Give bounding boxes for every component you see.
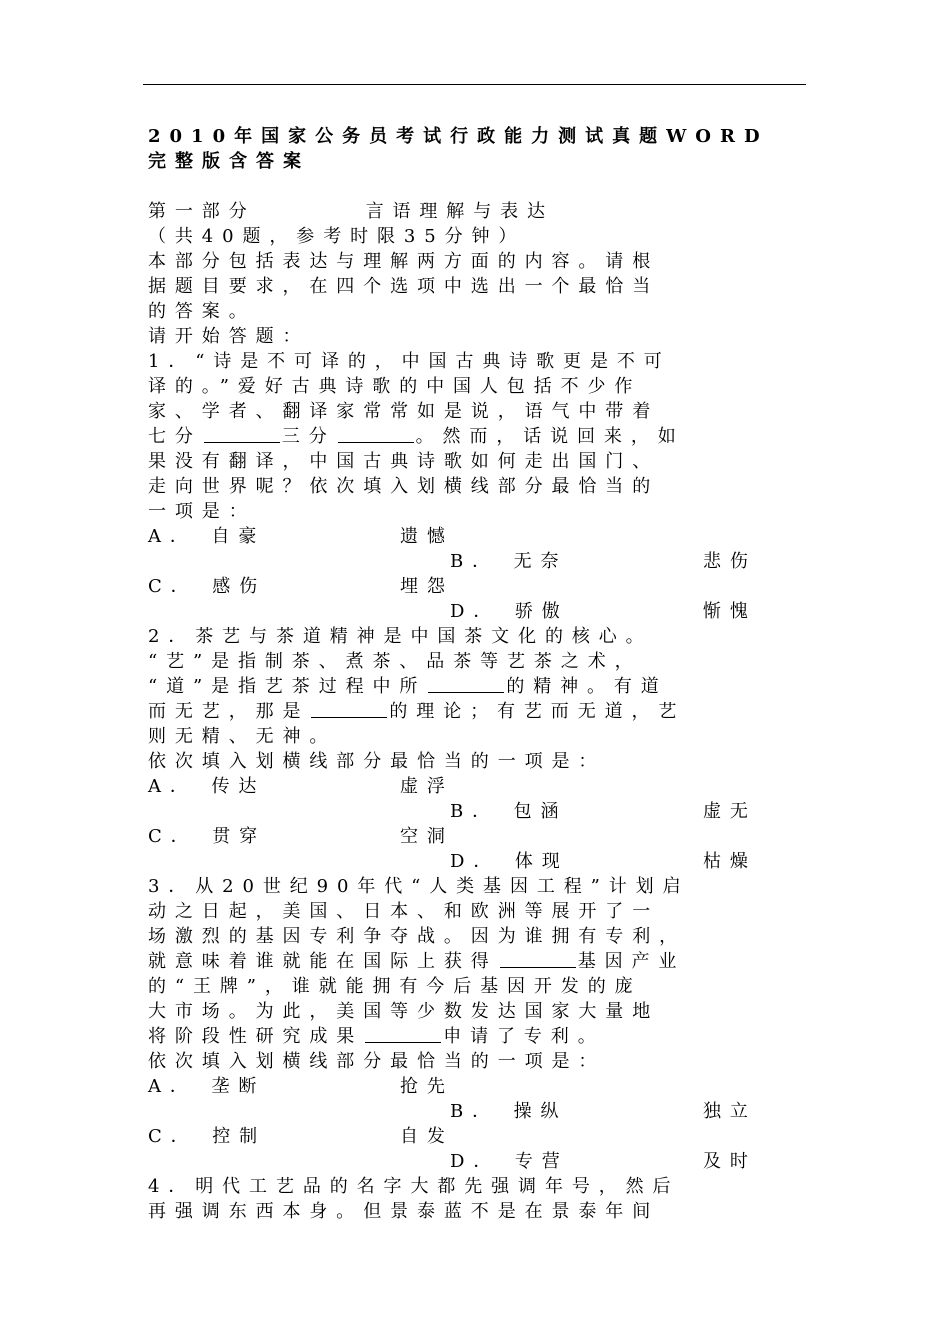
- q2-text: 的精神。有道: [506, 676, 668, 697]
- q3-option-d: [450, 1149, 569, 1174]
- q1-text: 七分: [148, 426, 202, 447]
- option-word: 自豪: [211, 526, 266, 547]
- option-label: A．: [148, 526, 197, 547]
- section-heading: [148, 199, 793, 224]
- section-intro: 据题目要求，在四个选项中选出一个最恰当: [148, 276, 660, 297]
- section-meta: （共40题，参考时限35分钟）: [148, 226, 526, 247]
- option-label: B．: [450, 1101, 500, 1122]
- option-word: 包涵: [513, 801, 568, 822]
- q1-option-b: [450, 549, 567, 574]
- option-label: D．: [450, 1151, 501, 1172]
- q1-option-c: [148, 574, 266, 599]
- q1-text: 1．“诗是不可译的，中国古典诗歌更是不可: [148, 351, 671, 372]
- answer-blank: [500, 950, 576, 968]
- option-word: 及时: [703, 1151, 757, 1172]
- q2-option-d: [450, 849, 569, 874]
- answer-blank: [338, 425, 414, 443]
- option-word: 骄傲: [514, 601, 569, 622]
- q3-text: 将阶段性研究成果: [148, 1026, 364, 1047]
- section-name: 第一部分: [148, 201, 256, 222]
- document-title: 2010年国家公务员考试行政能力测试真题WORD: [148, 126, 769, 147]
- q1-text: 果没有翻译，中国古典诗歌如何走出国门、: [148, 451, 660, 472]
- q3-text: 申请了专利。: [443, 1026, 605, 1047]
- q1-text: 家、学者、翻译家常常如是说，语气中带着: [148, 401, 660, 422]
- q3-text: 动之日起，美国、日本、和欧洲等展开了一: [148, 901, 660, 922]
- q2-option-b: [450, 799, 567, 824]
- option-label: C．: [148, 576, 198, 597]
- option-word: 虚无: [703, 801, 757, 822]
- option-word: 自发: [400, 1126, 454, 1147]
- option-word: 无奈: [513, 551, 568, 572]
- option-label: A．: [148, 776, 197, 797]
- document-title-cont: 完整版含答案: [148, 151, 310, 172]
- q3-blank-line: [148, 1024, 793, 1049]
- q1-option-a: [148, 524, 265, 549]
- option-word: 专营: [514, 1151, 569, 1172]
- q1-text: 。然而，话说回来，如: [415, 426, 685, 447]
- option-word: 垄断: [211, 1076, 266, 1097]
- q2-blank-line: [148, 699, 793, 724]
- q1-blank-line: [148, 424, 793, 449]
- q3-text: 就意味着谁就能在国际上获得: [148, 951, 498, 972]
- option-word: 惭愧: [703, 601, 757, 622]
- start-prompt: 请开始答题：: [148, 326, 310, 347]
- option-word: 埋怨: [400, 576, 454, 597]
- option-label: D．: [450, 601, 501, 622]
- option-label: A．: [148, 1076, 197, 1097]
- option-label: D．: [450, 851, 501, 872]
- option-word: 感伤: [212, 576, 267, 597]
- section-intro: 本部分包括表达与理解两方面的内容。请根: [148, 251, 660, 272]
- q2-text: 则无精、无神。: [148, 726, 337, 747]
- option-word: 操纵: [513, 1101, 568, 1122]
- q2-text: “艺”是指制茶、煮茶、品茶等艺茶之术，: [148, 651, 642, 672]
- option-word: 空洞: [400, 826, 454, 847]
- option-word: 虚浮: [400, 776, 454, 797]
- option-word: 体现: [514, 851, 569, 872]
- option-word: 控制: [212, 1126, 267, 1147]
- q3-text: 的“王牌”，谁就能拥有今后基因开发的庞: [148, 976, 642, 997]
- q3-option-b: [450, 1099, 567, 1124]
- q2-text: “道”是指艺茶过程中所: [148, 676, 427, 697]
- answer-blank: [365, 1025, 441, 1043]
- q1-text: 译的。”爱好古典诗歌的中国人包括不少作: [148, 376, 642, 397]
- answer-blank: [428, 675, 504, 693]
- q3-option-a: [148, 1074, 265, 1099]
- q1-text: 一项是：: [148, 501, 256, 522]
- section-intro: 的答案。: [148, 301, 256, 322]
- q1-text: 三分: [281, 426, 336, 447]
- q2-option-a: [148, 774, 265, 799]
- option-label: B．: [450, 551, 500, 572]
- q2-prompt: 依次填入划横线部分最恰当的一项是：: [148, 751, 606, 772]
- option-word: 抢先: [400, 1076, 454, 1097]
- option-word: 贯穿: [212, 826, 267, 847]
- option-word: 传达: [211, 776, 266, 797]
- option-word: 遗憾: [400, 526, 454, 547]
- q3-text: 3．从20世纪90年代“人类基因工程”计划启: [148, 876, 690, 897]
- q2-option-c: [148, 824, 266, 849]
- q2-text: 2．茶艺与茶道精神是中国茶文化的核心。: [148, 626, 653, 647]
- q4-text: 再强调东西本身。但景泰蓝不是在景泰年间: [148, 1201, 660, 1222]
- q3-text: 场激烈的基因专利争夺战。因为谁拥有专利，: [148, 926, 686, 947]
- q2-blank-line: [148, 674, 793, 699]
- q3-blank-line: [148, 949, 793, 974]
- answer-blank: [311, 700, 387, 718]
- q4-text: 4．明代工艺品的名字大都先强调年号，然后: [148, 1176, 680, 1197]
- answer-blank: [204, 425, 280, 443]
- option-word: 悲伤: [703, 551, 757, 572]
- option-label: C．: [148, 826, 198, 847]
- option-word: 枯燥: [703, 851, 757, 872]
- option-label: B．: [450, 801, 500, 822]
- q3-prompt: 依次填入划横线部分最恰当的一项是：: [148, 1051, 606, 1072]
- q1-option-d: [450, 599, 569, 624]
- q3-text: 基因产业: [577, 951, 686, 972]
- q2-text: 而无艺，那是: [148, 701, 310, 722]
- q3-text: 大市场。为此，美国等少数发达国家大量地: [148, 1001, 660, 1022]
- q2-text: 的理论；有艺而无道，艺: [389, 701, 686, 722]
- option-label: C．: [148, 1126, 198, 1147]
- option-word: 独立: [703, 1101, 757, 1122]
- section-topic: 言语理解与表达: [365, 201, 554, 222]
- q1-text: 走向世界呢？依次填入划横线部分最恰当的: [148, 476, 660, 497]
- q3-option-c: [148, 1124, 266, 1149]
- header-rule: [143, 84, 806, 85]
